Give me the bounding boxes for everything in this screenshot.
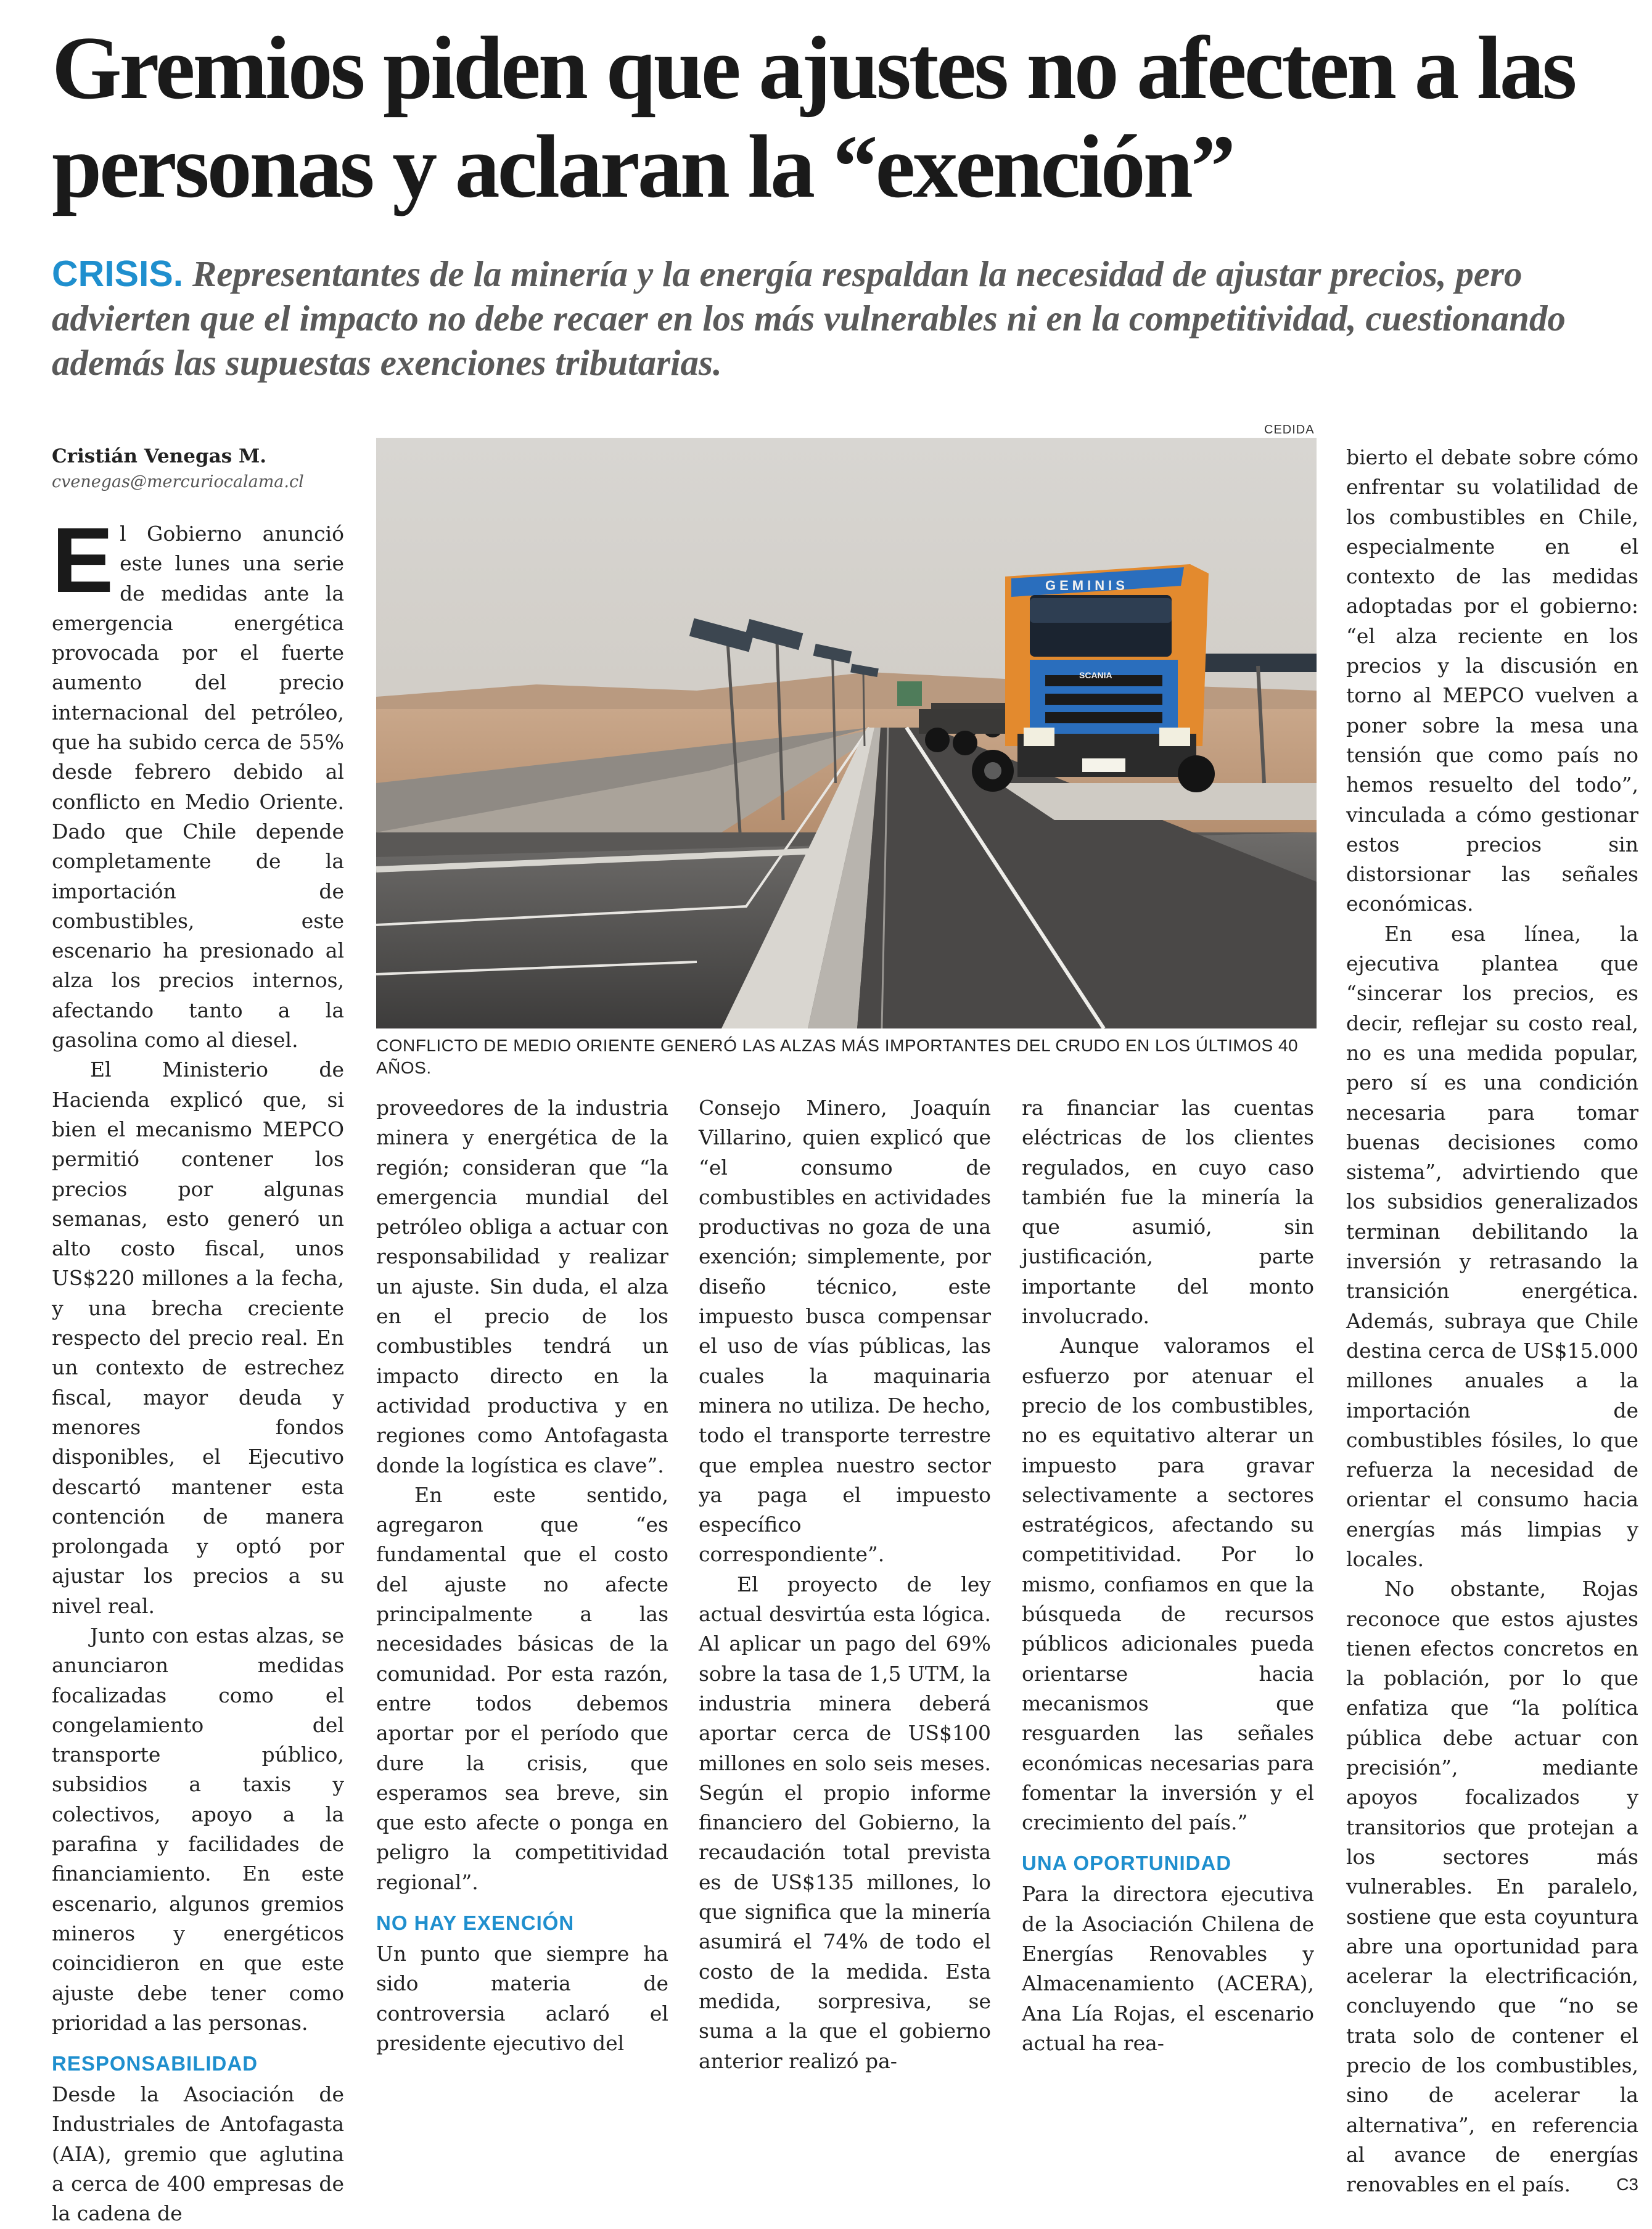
paragraph: Un punto que siempre ha sido materia de controversia aclaró el presidente ejecutivo del xyxy=(376,1942,668,2055)
column-1 xyxy=(52,443,344,2229)
column-3 xyxy=(699,1093,991,2076)
column-4 xyxy=(1022,1093,1314,2058)
deck-text: Representantes de la minería y la energía respaldan la necesidad de ajustar precios, pero advierten que el impacto no debe recaer en los más vulnerables ni en la competitividad, cuestionando además las supuestas exenciones tributarias. xyxy=(52,253,1566,383)
lead-paragraph xyxy=(52,508,344,1055)
end-mark: C3 xyxy=(1616,2175,1638,2194)
paragraph: En esa línea, la ejecutiva plantea que “sincerar los precios, es decir, reflejar su costo real, no es una medida popular, pero sí es una condición necesaria para tomar buenas decisiones como sistema”, advirtiendo que los subsidios generalizados terminan debilitando la inversión y retrasando la transición energética. Además, subraya que Chile destina cerca de US$15.000 millones anuales a la importación de combustibles fósiles, lo que refuerza la necesidad de orientar el consumo hacia energías más limpias y locales. xyxy=(1346,921,1638,1571)
truck-logo-text: SCANIA xyxy=(1079,670,1112,680)
dropcap: E xyxy=(52,508,114,612)
subhead-no-hay-exencion: NO HAY EXENCIÓN xyxy=(376,1911,575,1935)
author-name: Cristián Venegas M. xyxy=(52,445,267,467)
paragraph: El proyecto de ley actual desvirtúa esta lógica. Al aplicar un pago del 69% sobre la tasa de 1,5 UTM, la industria minera deberá aportar cerca de US$100 millones en solo seis meses. Según el propio informe financiero del Gobierno, la recaudación total prevista es de US$135 millones, lo que significa que la minería asumirá el 74% de todo el costo de la medida. Esta medida, sorpresiva, se suma a la que el gobierno anterior realizó pa- xyxy=(699,1572,991,2073)
paragraph: Consejo Minero, Joaquín Villarino, quien explicó que “el consumo de combustibles en actividades productivas no goza de una exención; simplemente, por diseño técnico, este impuesto busca compensar el uso de vías públicas, las cuales la maquinaria minera no utiliza. De hecho, todo el transporte terrestre que emplea nuestro sector ya paga el impuesto específico correspondiente”. xyxy=(699,1096,991,1567)
deck-kicker: CRISIS. xyxy=(52,253,184,294)
photo-caption: CONFLICTO DE MEDIO ORIENTE GENERÓ LAS ALZAS MÁS IMPORTANTES DEL CRUDO EN LOS ÚLTIMOS 40 AÑOS. xyxy=(376,1036,1299,1077)
paragraph: proveedores de la industria minera y energética de la región; consideran que “la emergencia mundial del petróleo obliga a actuar con responsabilidad y realizar un ajuste. Sin duda, el alza en el precio de los combustibles tendrá un impacto directo en la actividad productiva y en regiones como Antofagasta donde la logística es clave”. xyxy=(376,1096,668,1477)
subhead-una-oportunidad: UNA OPORTUNIDAD xyxy=(1022,1852,1232,1875)
subhead-responsabilidad: RESPONSABILIDAD xyxy=(52,2052,258,2075)
paragraph: Junto con estas alzas, se anunciaron medidas focalizadas como el congelamiento del transporte público, subsidios a taxis y colectivos, apoyo a la parafina y facilidades de financiamiento. En este escenario, algunos gremios mineros y energéticos coincidieron en que este ajuste debe tener como prioridad a las personas. xyxy=(52,1623,344,2035)
paragraph: Para la directora ejecutiva de la Asociación Chilena de Energías Renovables y Almacenamiento (ACERA), Ana Lía Rojas, el escenario actual ha rea- xyxy=(1022,1882,1314,2055)
deck xyxy=(52,252,1618,385)
paragraph: El Ministerio de Hacienda explicó que, si bien el mecanismo MEPCO permitió contener los precios por algunas semanas, esto generó un alto costo fiscal, unos US$220 millones a la fecha, y una brecha creciente respecto del precio real. En un contexto de estrechez fiscal, mayor deuda y menores fondos disponibles, el Ejecutivo descartó mantener esta contención de manera prolongada y optó por ajustar los precios a su nivel real. xyxy=(52,1057,344,1618)
paragraph: bierto el debate sobre cómo enfrentar su volatilidad de los combustibles en Chile, especialmente en el contexto de las medidas adoptadas por el gobierno: “el alza reciente en los precios y la discusión en torno al MEPCO vuelven a poner sobre la mesa una tensión que como país no hemos resuelto del todo”, vinculada a cómo gestionar estos precios sin distorsionar las señales económicas. xyxy=(1346,445,1638,916)
lead-text: l Gobierno anunció este lunes una serie de medidas ante la emergencia energética provocada por el fuerte aumento del precio internacional del petróleo, que ha subido cerca de 55% desde febrero debido al conflicto en Medio Oriente. Dado que Chile depende completamente de la importación de combustibles, este escenario ha presionado al alza los precios internos, afectando tanto a la gasolina como al diesel. xyxy=(52,522,344,1053)
closing-text: No obstante, Rojas reconoce que estos ajustes tienen efectos concretos en la población, por lo que enfatiza que “la política pública debe actuar con precisión”, mediante apoyos focalizados y transitorios que protejan a los sectores más vulnerables. En paralelo, sostiene que esta coyuntura abre una oportunidad para acelerar la electrificación, concluyendo que “no se trata solo de contener el precio de los combustibles, sino de acelerar la alternativa”, en referencia al avance de energías renovables en el país. xyxy=(1346,1577,1638,2197)
paragraph: En este sentido, agregaron que “es fundamental que el costo del ajuste no afecte principalmente a las necesidades básicas de la comunidad. Por esta razón, entre todos debemos aportar por el período que dure la crisis, que esperamos sea breve, sin que esto afecte o ponga en peligro la competitividad regional”. xyxy=(376,1482,668,1894)
paragraph: Desde la Asociación de Industriales de Antofagasta (AIA), gremio que aglutina a cerca de 400 empresas de la cadena de xyxy=(52,2082,344,2226)
column-5 xyxy=(1346,443,1638,2200)
paragraph xyxy=(1346,1574,1638,2199)
author-email: cvenegas@mercuriocalama.cl xyxy=(52,472,304,491)
truck-brand-text: GEMINIS xyxy=(1045,578,1128,593)
paragraph: ra financiar las cuentas eléctricas de los clientes regulados, en cuyo caso también fue la minería la que asumió, sin justificación, parte importante del monto involucrado. xyxy=(1022,1096,1314,1329)
column-2 xyxy=(376,1093,668,2058)
paragraph: Aunque valoramos el esfuerzo por atenuar el precio de los combustibles, no es equitativo alterar un impuesto para gravar selectivamente a sectores estratégicos, afectando su competitividad. Por lo mismo, confiamos en que la búsqueda de recursos públicos adicionales pueda orientarse hacia mecanismos que resguarden las señales económicas necesarias para fomentar la inversión y el crecimiento del país.” xyxy=(1022,1334,1314,1835)
headline: Gremios piden que ajustes no afecten a las personas y aclaran la “exención” xyxy=(52,18,1575,216)
photo-credit: CEDIDA xyxy=(1264,423,1315,437)
article-photo xyxy=(376,438,1317,1028)
